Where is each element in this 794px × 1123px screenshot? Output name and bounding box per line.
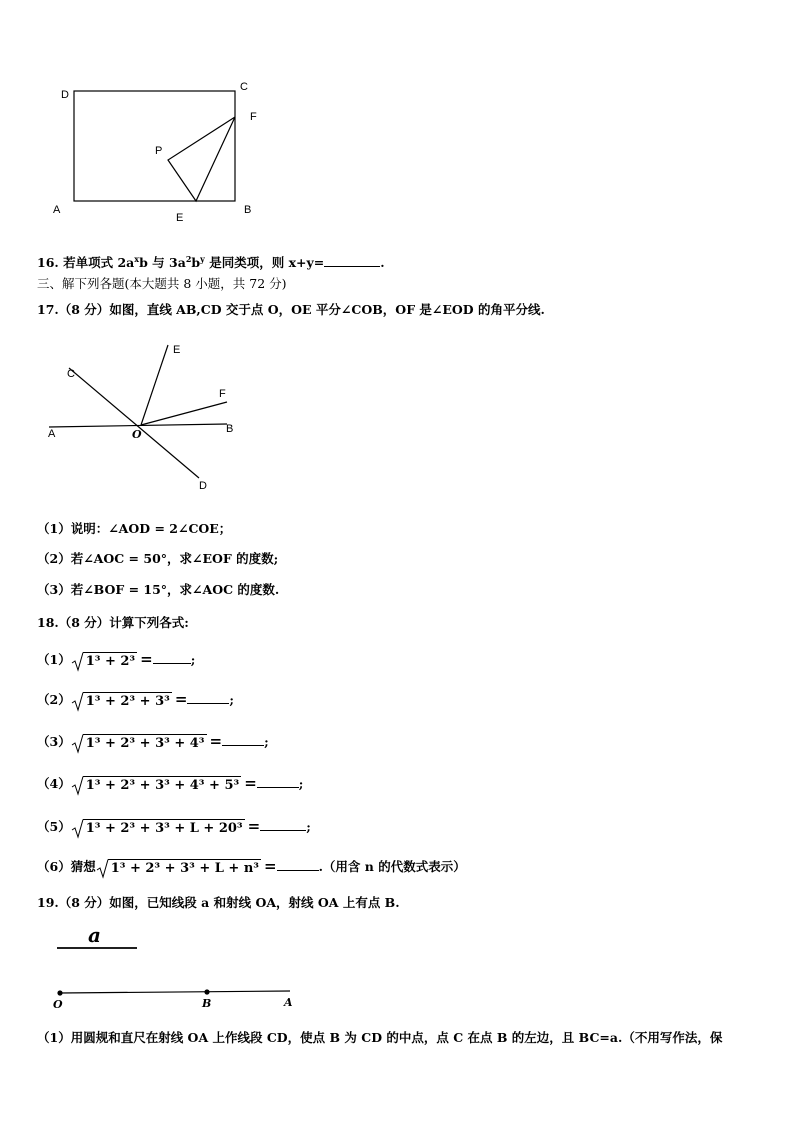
q18-item xyxy=(37,691,234,710)
q18-item-end: .（用含 n 的代数式表示） xyxy=(318,859,466,874)
q18-item-index: （6）猜想 xyxy=(37,859,96,874)
label-D: D xyxy=(199,480,207,492)
figure-rectangle xyxy=(40,78,280,228)
label-F: F xyxy=(219,388,226,400)
q18-item-index: （4） xyxy=(37,776,71,791)
q18-radicand: 1³ + 2³ + 3³ + L + 20³ xyxy=(83,819,245,837)
label-O: O xyxy=(53,998,63,1011)
q16-answer-blank[interactable] xyxy=(324,254,380,267)
label-E: E xyxy=(173,344,181,356)
q16-text-b: 与 xyxy=(152,255,165,271)
q18-item-end: ; xyxy=(306,819,311,834)
angles-diagram xyxy=(44,340,244,495)
q16-term2: $3a^2b^y$ xyxy=(169,254,205,271)
section-3-heading: 三、解下列各题(本大题共 8 小题，共 72 分) xyxy=(37,276,287,291)
label-A: A xyxy=(48,428,56,440)
q18-item-index: （3） xyxy=(37,734,71,749)
radical-sign-icon xyxy=(71,776,85,796)
figure-segment-ray xyxy=(44,922,314,1014)
q18-radicand: 1³ + 2³ xyxy=(83,652,137,670)
q17-sub2: （2）若∠AOC = 50°，求∠EOF 的度数; xyxy=(37,551,279,566)
radical-sign-icon xyxy=(96,859,110,879)
q18-item xyxy=(37,775,303,794)
label-D: D xyxy=(61,89,69,101)
q18-item xyxy=(37,733,269,752)
q18-sqrt-expression xyxy=(71,692,172,710)
q16-text-c: 是同类项，则 xyxy=(209,255,285,271)
radical-sign-icon xyxy=(71,692,85,712)
q18-answer-blank[interactable] xyxy=(277,858,319,871)
label-F: F xyxy=(250,111,257,123)
label-a: a xyxy=(88,923,101,947)
label-E: E xyxy=(176,212,184,224)
q18-item-end: ; xyxy=(229,692,235,707)
q18-equals: = xyxy=(244,774,257,792)
q18-equals: = xyxy=(247,817,261,835)
label-B: B xyxy=(202,997,212,1010)
q18-radicand: 1³ + 2³ + 3³ xyxy=(83,692,172,710)
question-18-header: 18.（8 分）计算下列各式: xyxy=(37,615,189,630)
q16-end: . xyxy=(380,255,385,271)
q18-equals: = xyxy=(263,857,277,875)
q18-sqrt-expression xyxy=(71,734,207,752)
radical-sign-icon xyxy=(71,819,85,839)
q18-sqrt-expression xyxy=(71,652,137,670)
q18-answer-blank[interactable] xyxy=(257,775,299,788)
q18-sqrt-expression xyxy=(71,776,241,794)
radical-sign-icon xyxy=(71,652,85,672)
q17-sub1: （1）说明：∠AOD = 2∠COE； xyxy=(37,521,232,536)
segment-ray-diagram xyxy=(44,922,314,1014)
q17-sub3: （3）若∠BOF = 15°，求∠AOC 的度数. xyxy=(37,582,280,597)
q18-answer-blank[interactable] xyxy=(187,691,229,704)
q18-item-index: （1） xyxy=(37,652,71,667)
q18-answer-blank[interactable] xyxy=(260,818,306,831)
question-17-header: 17.（8 分）如图，直线 AB,CD 交于点 O，OE 平分∠COB，OF 是∠EOD 的角平分线. xyxy=(37,302,545,317)
q18-answer-blank[interactable] xyxy=(222,733,264,746)
label-C: C xyxy=(67,368,75,380)
label-B: B xyxy=(244,204,252,216)
q18-answer-blank[interactable] xyxy=(153,651,191,664)
q16-term1: $2a^xb$ xyxy=(117,254,148,271)
figure-angles xyxy=(44,340,244,495)
q18-item xyxy=(37,818,311,837)
q16-text-a: 若单项式 xyxy=(63,255,114,271)
q18-equals: = xyxy=(209,732,223,750)
label-P: P xyxy=(155,145,163,157)
q18-item-end: ; xyxy=(190,652,196,667)
q18-item-end: ; xyxy=(298,776,304,791)
q18-equals: = xyxy=(174,690,188,708)
q18-radicand: 1³ + 2³ + 3³ + L + n³ xyxy=(108,859,261,877)
q18-item-end: ; xyxy=(264,734,269,749)
radical-sign-icon xyxy=(71,734,85,754)
question-19-header: 19.（8 分）如图，已知线段 a 和射线 OA，射线 OA 上有点 B. xyxy=(37,895,400,910)
q18-item-index: （2） xyxy=(37,692,71,707)
label-O: O xyxy=(132,428,142,441)
q18-item xyxy=(37,858,466,877)
label-C: C xyxy=(240,81,248,93)
label-A: A xyxy=(53,204,61,216)
q18-radicand: 1³ + 2³ + 3³ + 4³ + 5³ xyxy=(83,776,241,794)
q18-radicand: 1³ + 2³ + 3³ + 4³ xyxy=(83,734,207,752)
question-16 xyxy=(37,251,385,271)
label-B: B xyxy=(226,423,234,435)
q18-item-index: （5） xyxy=(37,819,71,834)
q19-sub1: （1）用圆规和直尺在射线 OA 上作线段 CD，使点 B 为 CD 的中点，点 C 在点 B 的左边，且 BC=a.（不用写作法，保 xyxy=(37,1030,723,1045)
q18-item xyxy=(37,651,195,670)
q18-equals: = xyxy=(140,650,153,668)
q18-sqrt-expression xyxy=(96,859,261,877)
q16-number: 16. xyxy=(37,255,59,271)
q16-ask: x+y= xyxy=(288,255,325,271)
label-A: A xyxy=(284,996,293,1009)
q18-sqrt-expression xyxy=(71,819,245,837)
